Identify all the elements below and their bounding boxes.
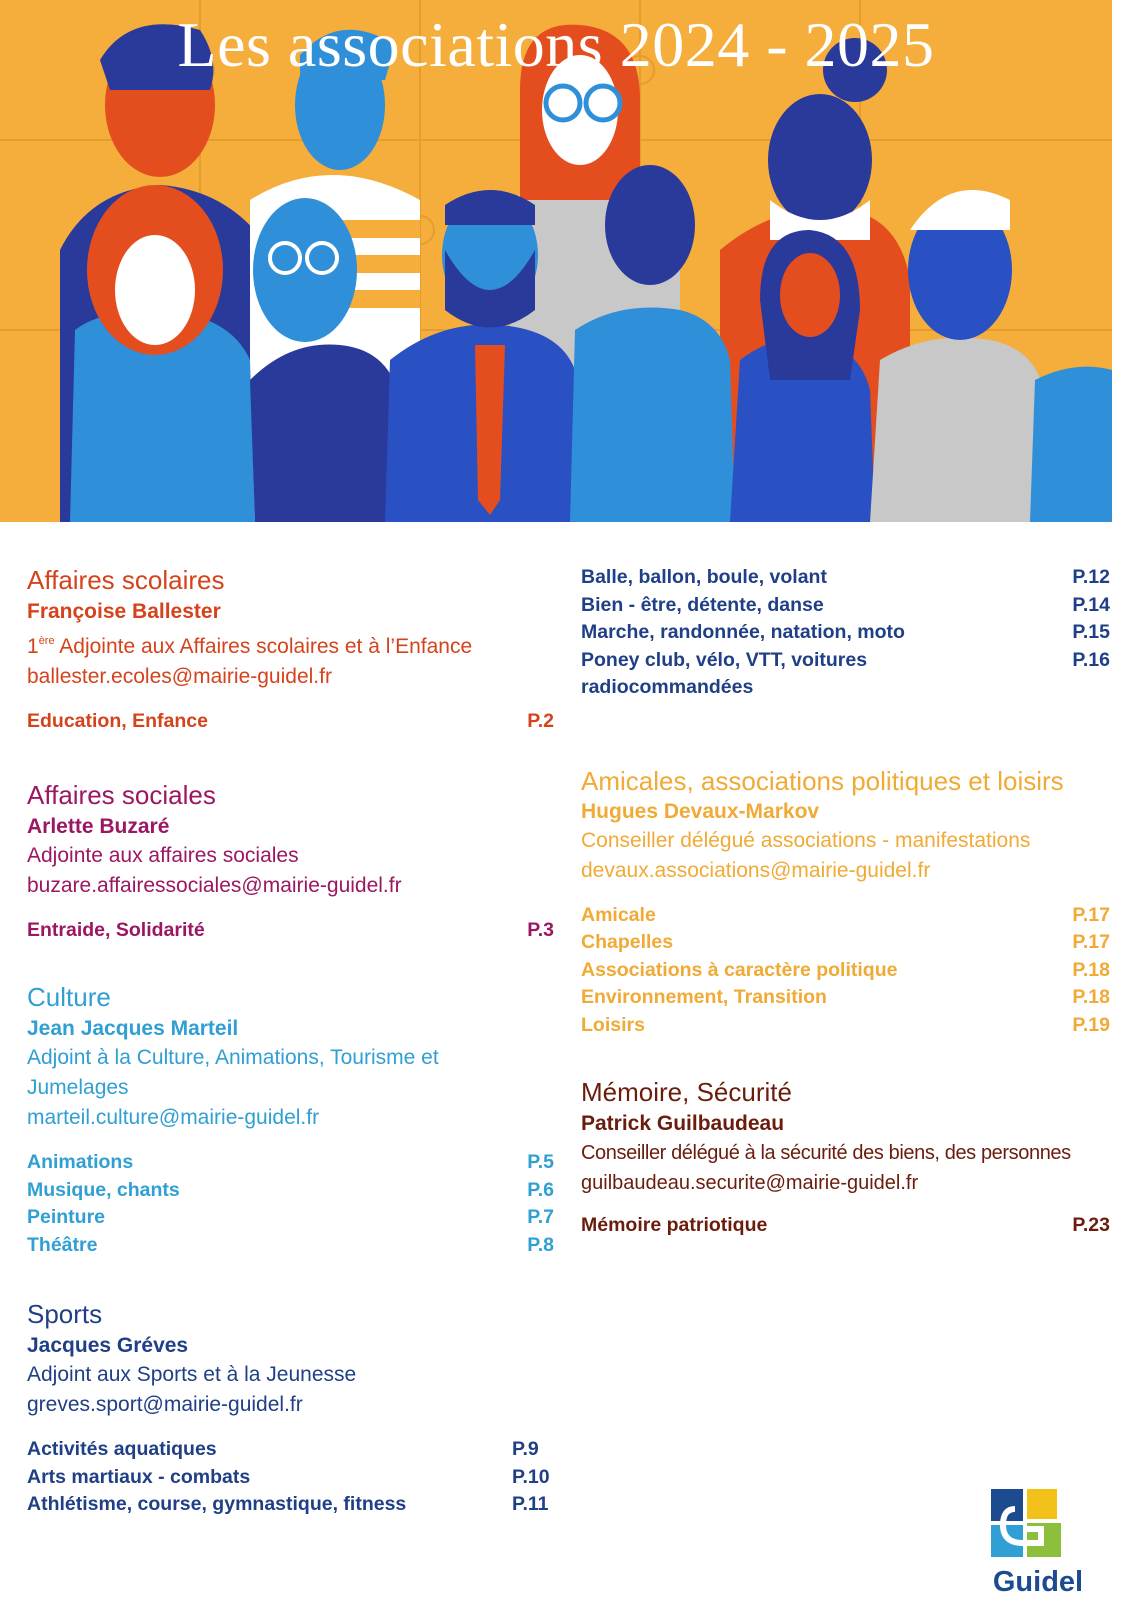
entry-page: P.3 [527,918,554,941]
elected-role: Adjoint à la Culture, Animations, Tourisme et Jumelages [27,1046,439,1099]
entry-row[interactable] [581,902,1110,930]
entry-label: Arts martiaux - combats [27,1465,251,1488]
section-title: Affaires sociales [27,779,216,810]
entry-row[interactable] [27,1491,554,1519]
elected-role: Conseiller délégué associations - manifestations [581,828,1031,852]
section-affaires-scolaires [27,565,554,736]
entry-label: Entraide, Solidarité [27,918,205,941]
section-amicales [581,765,1110,1040]
section-sports-continued [581,564,1110,702]
entry-label: Loisirs [581,1013,645,1036]
entry-page: P.19 [1072,1013,1110,1036]
entry-page: P.11 [512,1493,549,1515]
entry-page: P.5 [527,1151,554,1173]
entry-row[interactable] [27,1232,554,1260]
entry-label: Athlétisme, course, gymnastique, fitness [27,1493,407,1515]
entry-page: P.9 [512,1438,539,1460]
entry-row[interactable] [581,1212,1110,1240]
elected-role: Adjoint aux Sports et à la Jeunesse [27,1363,357,1386]
guidel-logo [983,1487,1093,1599]
entry-label: Théâtre [27,1233,98,1256]
entry-page: P.23 [1072,1214,1110,1236]
email-link[interactable]: greves.sport@mairie-guidel.fr [27,1393,303,1416]
entry-row[interactable] [27,1177,554,1205]
entry-row[interactable] [27,917,554,945]
entry-page: P.14 [1072,593,1110,616]
entry-page: P.7 [527,1206,554,1228]
entry-row[interactable] [581,984,1110,1012]
entry-page: P.8 [527,1233,554,1256]
role-ordinal: 1 [27,635,39,658]
entry-page: P.10 [512,1465,550,1488]
section-title: Sports [27,1299,103,1329]
entry-row[interactable] [27,1436,554,1464]
email-link[interactable]: ballester.ecoles@mairie-guidel.fr [27,665,332,688]
elected-role [27,626,554,662]
entry-row[interactable] [27,1464,554,1492]
entry-page: P.17 [1072,931,1110,953]
banner [0,0,1112,522]
entry-page: P.18 [1072,986,1110,1008]
entry-label: Amicale [581,903,656,926]
entry-page: P.18 [1072,958,1110,981]
entry-row[interactable] [581,647,1110,702]
section-title: Amicales, associations politiques et loisirs [581,765,1064,796]
entry-row[interactable] [581,957,1110,985]
entry-row[interactable] [581,1012,1110,1040]
entry-label: Environnement, Transition [581,986,827,1008]
entry-label: Associations à caractère politique [581,958,898,981]
entry-label: Musique, chants [27,1178,180,1201]
elected-role: Conseiller délégué à la sécurité des biens, des personnes [581,1142,1071,1164]
entry-row[interactable] [27,708,554,736]
email-link[interactable]: marteil.culture@mairie-guidel.fr [27,1106,320,1129]
elected-name: Hugues Devaux-Markov [581,799,820,823]
section-memoire-securite [581,1077,1110,1240]
section-culture [27,982,554,1259]
page-title: Les associations 2024 - 2025 [177,9,935,80]
section-title: Affaires scolaires [27,565,225,595]
entry-label: Peinture [27,1206,106,1228]
entry-row[interactable] [27,1204,554,1232]
elected-name: Jean Jacques Marteil [27,1017,239,1040]
role-text: Adjointe aux Affaires scolaires et à l’Enfance [54,635,473,658]
section-title: Mémoire, Sécurité [581,1077,792,1107]
role-ordinal-suffix: ère [38,635,55,647]
email-link[interactable]: guilbaudeau.securite@mairie-guidel.fr [581,1172,919,1194]
entry-row[interactable] [581,619,1110,647]
entry-row[interactable] [581,929,1110,957]
entry-label: Bien - être, détente, danse [581,593,824,616]
entry-page: P.16 [1072,648,1110,671]
email-link[interactable]: devaux.associations@mairie-guidel.fr [581,858,931,882]
elected-name: Jacques Gréves [27,1334,189,1357]
entry-label: Activités aquatiques [27,1438,217,1460]
entry-row[interactable] [581,592,1110,620]
entry-label: Chapelles [581,931,674,953]
entry-page: P.12 [1072,566,1110,588]
elected-role: Adjointe aux affaires sociales [27,843,299,867]
entry-page: P.17 [1072,903,1110,926]
entry-label: Animations [27,1151,134,1173]
entry-row[interactable] [581,564,1110,592]
email-link[interactable]: buzare.affairessociales@mairie-guidel.fr [27,873,402,897]
entry-label: Education, Enfance [27,710,208,732]
elected-name: Patrick Guilbaudeau [581,1112,785,1135]
elected-name: Françoise Ballester [27,600,221,623]
left-column [27,565,554,1519]
section-title: Culture [27,982,111,1012]
elected-name: Arlette Buzaré [27,814,170,838]
logo-name: Guidel [992,1566,1084,1598]
entry-page: P.2 [527,710,554,732]
entry-row[interactable] [27,1149,554,1177]
entry-label: Marche, randonnée, natation, moto [581,621,905,643]
entry-label: Balle, ballon, boule, volant [581,566,827,588]
section-affaires-sociales [27,780,554,945]
guidel-logo-icon [983,1487,1093,1567]
entry-label: Poney club, vélo, VTT, voitures radiocommandées [581,648,868,698]
section-sports [27,1299,554,1519]
entry-page: P.15 [1072,621,1110,643]
entry-page: P.6 [527,1178,554,1201]
entry-label: Mémoire patriotique [581,1214,768,1236]
right-column [581,564,1110,1240]
